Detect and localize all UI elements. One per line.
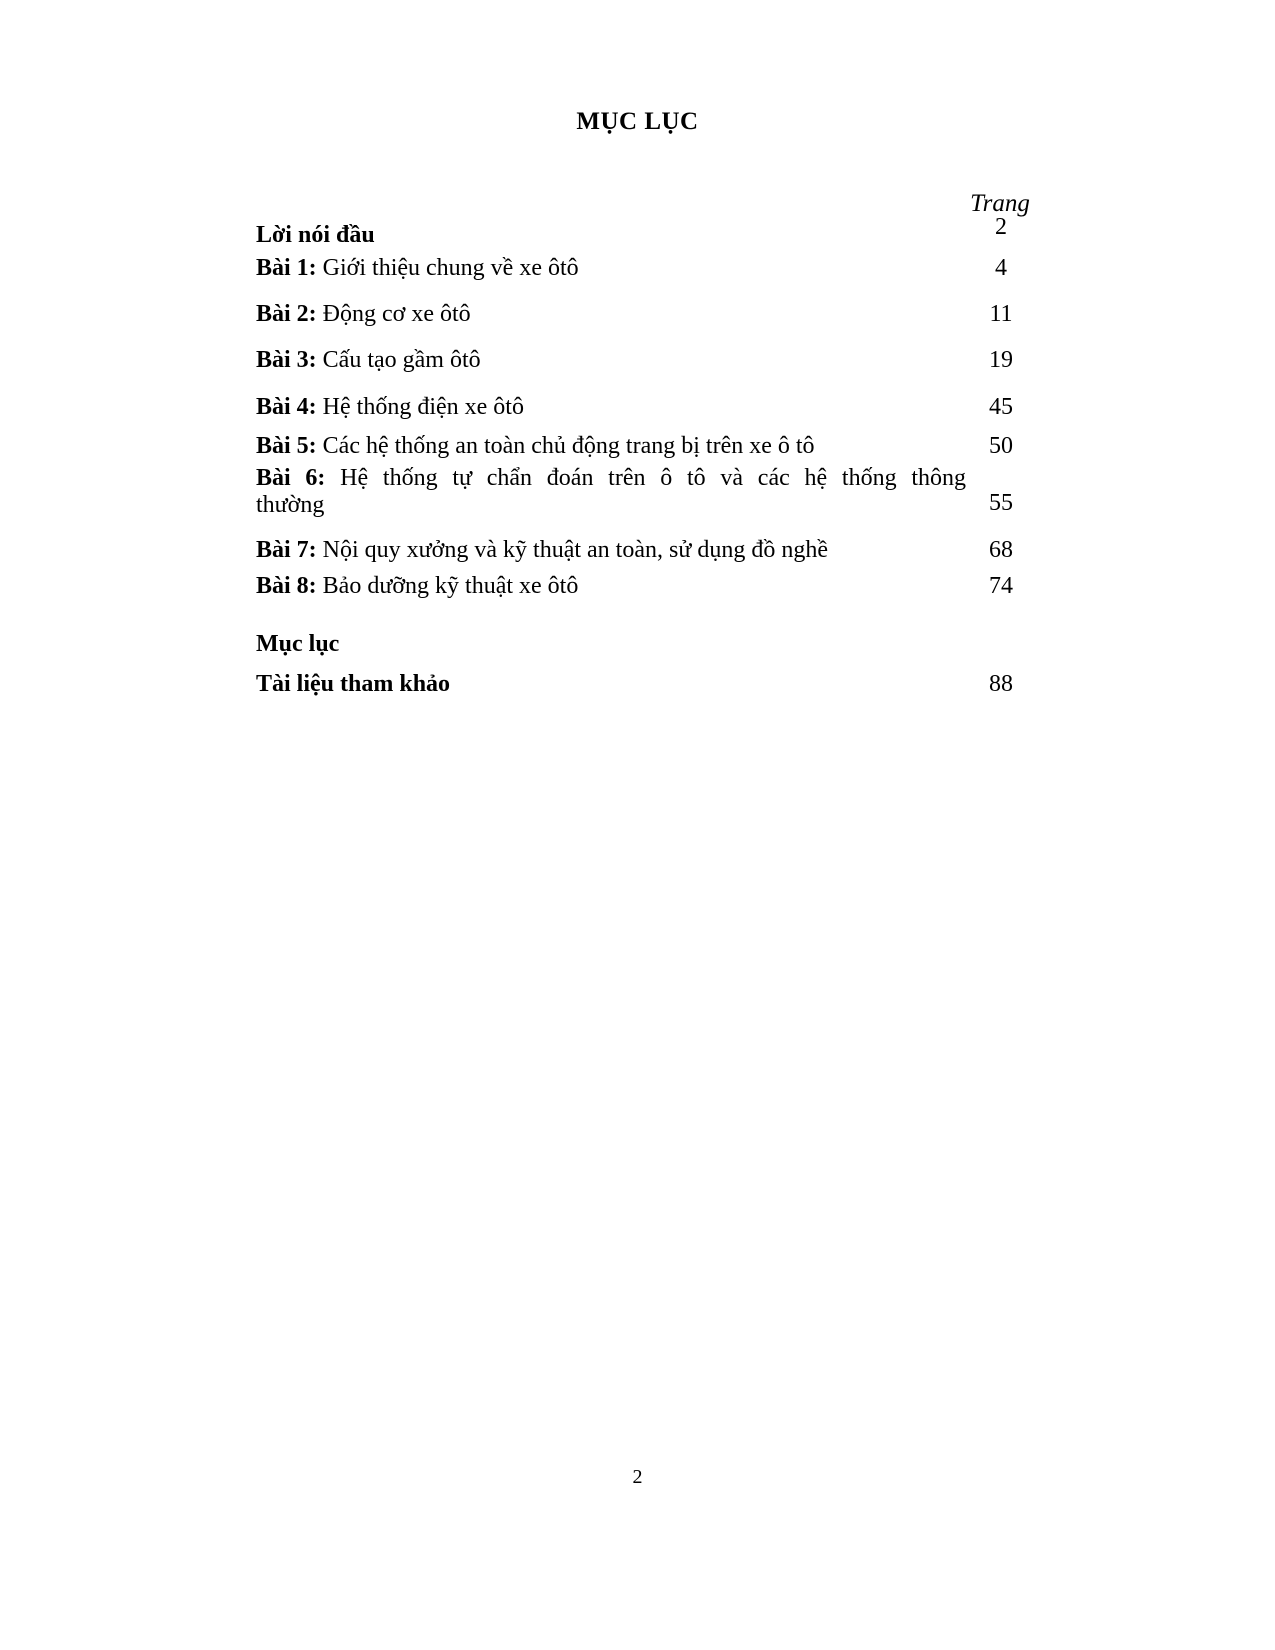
toc-entry-title: [256, 301, 471, 328]
toc-entry-text-line2: thường: [256, 492, 325, 518]
toc-entry-page: 55: [989, 490, 1013, 516]
toc-entry-title: Lời nói đầu: [256, 222, 375, 248]
toc-entry-lead: Bài 8:: [256, 573, 317, 599]
footer-page-number: 2: [632, 1466, 643, 1488]
page-column-header: Trang: [970, 190, 1030, 217]
toc-entry-page: 50: [989, 433, 1013, 459]
toc-row-lesson-6[interactable]: [256, 465, 1041, 519]
toc-entry-title: [256, 255, 579, 282]
toc-entry-page: 11: [989, 301, 1013, 327]
toc-entry-lead: Bài 1:: [256, 255, 317, 281]
toc-entry-page: 74: [989, 573, 1013, 599]
toc-entry-page: 4: [995, 255, 1007, 281]
toc-entry-lead: Bài 7:: [256, 537, 317, 563]
toc-entry-text: Hệ thống điện xe ôtô: [316, 394, 524, 420]
toc-entry-page: 88: [989, 671, 1013, 697]
toc-entry-page: 45: [989, 394, 1013, 420]
toc-entry-text: Cấu tạo gầm ôtô: [316, 347, 481, 373]
toc-entry-text: Hệ thống tự chẩn đoán trên ô tô và các hệ thống thông: [325, 465, 966, 491]
toc-entry-title: [256, 394, 524, 421]
toc-entry-page: 68: [989, 537, 1013, 563]
toc-entry-lead: Bài 2:: [256, 301, 317, 327]
toc-entry-text: Bảo dưỡng kỹ thuật xe ôtô: [316, 573, 579, 599]
toc-entry-lead: Bài 6:: [256, 465, 326, 491]
toc-entry-page: 19: [989, 347, 1013, 373]
toc-entry-lead: Bài 3:: [256, 347, 317, 373]
toc-entry-text: Động cơ xe ôtô: [316, 301, 471, 327]
toc-entry-title: [256, 347, 481, 374]
toc-entry-lead: Bài 5:: [256, 433, 317, 459]
toc-entry-title: Tài liệu tham khảo: [256, 671, 451, 697]
toc-entry-text: Các hệ thống an toàn chủ động trang bị trên xe ô tô: [316, 433, 815, 459]
toc-entry-title: [256, 433, 815, 460]
toc-entry-title: [256, 573, 578, 600]
toc-entry-title: Mục lục: [256, 631, 340, 657]
toc-entry-title: [256, 465, 966, 492]
toc-entry-text: Giới thiệu chung về xe ôtô: [316, 255, 579, 281]
toc-entry-text: Nội quy xưởng và kỹ thuật an toàn, sử dụng đồ nghề: [316, 537, 828, 563]
toc-entry-page: 2: [995, 214, 1007, 240]
page-title: MỤC LỤC: [576, 108, 699, 135]
toc-entry-title: [256, 537, 828, 564]
toc-entry-lead: Bài 4:: [256, 394, 317, 420]
